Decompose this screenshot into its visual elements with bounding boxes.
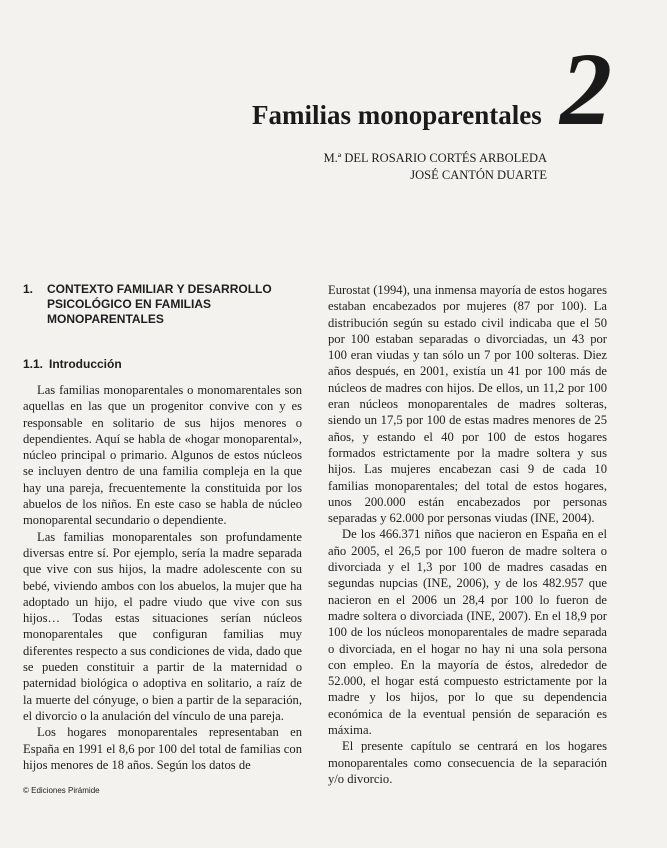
- body-paragraph: Eurostat (1994), una inmensa mayoría de estos hogares estaban encabezados por mujeres (87 por 100). La distribución según su estado civil indicaba que el 50 por 100 estaban separadas o divorciadas, un 43 por 100 eran viudas y tan sólo un 7 por 100 solteras. Diez años después, en 2001, existía un 41 por 100 más de núcleos de madres con hijos. De ellos, un 11,2 por 100 eran núcleos monoparentales de madres solteras, siendo un 17,5 por 100 de estas madres menores de 25 años, y estando el 40 por 100 de estos hogares formados estrictamente por la madre soltera y sus hijos. Las mujeres encabezan casi 9 de cada 10 familias monoparentales; del total de estos hogares, unos 200.000 están encabezados por personas separadas y 62.000 por personas viudas (INE, 2004).: [328, 283, 607, 526]
- body-paragraph: De los 466.371 niños que nacieron en España en el año 2005, el 26,5 por 100 fueron de madre soltera o divorciada y el 1,3 por 100 de madres casadas en segundas nupcias (INE, 2006), y de los 482.957 que nacieron en el 2006 un 28,4 por 100 lo fueron de madre soltera o divorciada (INE, 2007). En el 18,9 por 100 de los núcleos monoparentales de madre separada o divorciada, en el hogar no hay ni una sola persona con empleo. En la mayoría de éstos, alrededor de 52.000, el hogar está compuesto estrictamente por la madre y los hijos, por lo que su dependencia económica de la eventual pensión de separación es máxima.: [328, 527, 607, 738]
- subsection-number: 1.1.: [23, 357, 44, 371]
- subsection-title: Introducción: [49, 357, 122, 371]
- body-paragraph: Las familias monoparentales o monomarentales son aquellas en las que un progenitor convive con y es responsable en solitario de sus hijos menores o dependientes. Aquí se habla de «hogar monoparental», núcleo principal o primario. Algunos de estos núcleos se incluyen dentro de una familia compleja en la que hay una pareja, frecuentemente la constituida por los abuelos de los niños. En este caso se habla de núcleo monoparental secundario o dependiente.: [23, 383, 302, 528]
- right-column: [328, 282, 607, 787]
- publisher-footer: © Ediciones Pirámide: [23, 786, 100, 795]
- chapter-number: 2: [560, 32, 612, 147]
- subsection-heading: [23, 357, 302, 372]
- chapter-title: Familias monoparentales: [252, 100, 542, 130]
- body-paragraph: El presente capítulo se centrará en los hogares monoparentales como consecuencia de la separación y/o divorcio.: [328, 739, 607, 786]
- author-name: JOSÉ CANTÓN DUARTE: [410, 168, 547, 182]
- section-number: 1.: [23, 282, 34, 296]
- section-title: CONTEXTO FAMILIAR Y DESARROLLO PSICOLÓGICO EN FAMILIAS MONOPARENTALES: [47, 282, 272, 326]
- author-name: M.ª DEL ROSARIO CORTÉS ARBOLEDA: [323, 151, 547, 165]
- body-paragraph: Las familias monoparentales son profundamente diversas entre sí. Por ejemplo, sería la madre separada que vive con sus hijos, la madre adolescente con su bebé, viviendo ambos con los abuelos, la mujer que ha adoptado un hijo, el padre viudo que vive con sus hijos… Todas estas situaciones serían núcleos monoparentales que configuran familias muy diferentes respecto a sus condiciones de vida, dado que se pueden constituir a partir de la maternidad o paternidad biológica o adoptiva en solitario, a raíz de la muerte del cónyuge, o bien a partir de la separación, el divorcio o la anulación del vínculo de una pareja.: [23, 529, 302, 723]
- left-column: [23, 282, 302, 773]
- section-heading: [23, 282, 302, 327]
- body-paragraph: Los hogares monoparentales representaban en España en 1991 el 8,6 por 100 del total de familias con hijos menores de 18 años. Según los datos de: [23, 725, 302, 772]
- chapter-authors: [324, 150, 547, 184]
